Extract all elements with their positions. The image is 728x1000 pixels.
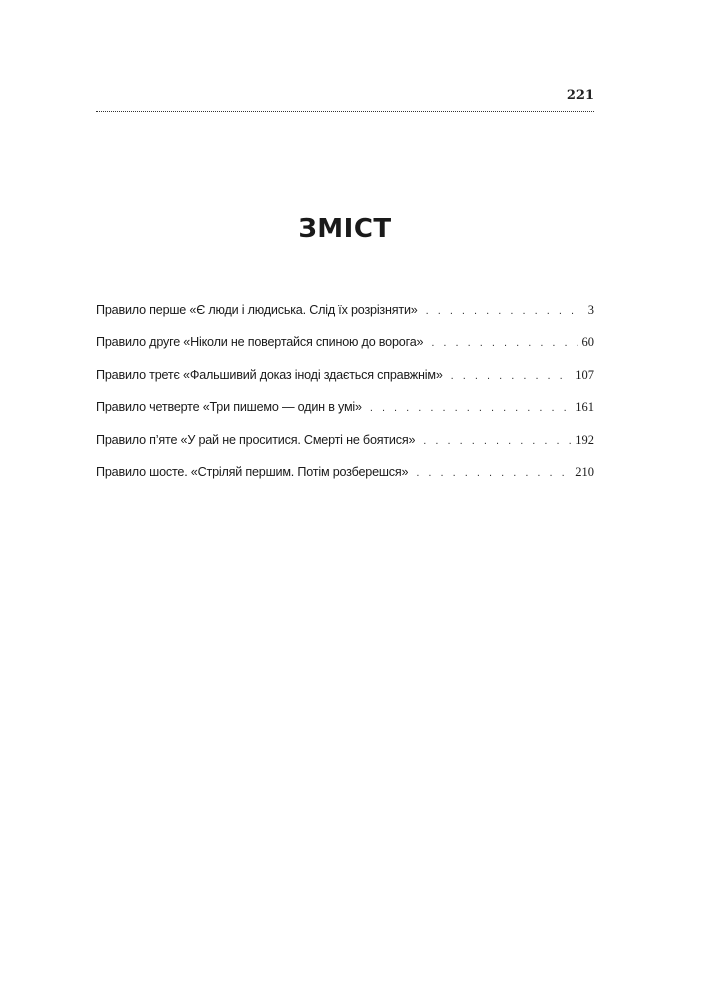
toc-entry-1[interactable] <box>96 303 594 335</box>
toc-entry-title: Правило шосте. «Стріляй першим. Потім розберешся» <box>96 464 409 479</box>
toc-entry-4[interactable] <box>96 400 594 432</box>
dot-leader <box>426 305 584 317</box>
toc-entry-title: Правило п’яте «У рай не проситися. Смерті не боятися» <box>96 432 416 447</box>
toc-entry-page: 161 <box>575 400 594 415</box>
toc-entry-page: 210 <box>575 464 594 479</box>
dot-leader <box>416 467 571 479</box>
dot-leader <box>431 337 577 349</box>
header-dotted-rule <box>96 111 594 112</box>
dot-leader <box>370 402 571 414</box>
toc-entry-5[interactable] <box>96 433 594 465</box>
toc-entry-3[interactable] <box>96 368 594 400</box>
table-of-contents <box>96 303 594 497</box>
toc-entry-page: 3 <box>587 303 594 317</box>
dot-leader <box>451 370 572 382</box>
toc-entry-page: 107 <box>575 367 594 382</box>
toc-entry-title: Правило третє «Фальшивий доказ іноді здається справжнім» <box>96 367 443 382</box>
toc-entry-page: 192 <box>575 432 594 447</box>
page-number: 221 <box>566 88 594 103</box>
toc-entry-title: Правило перше «Є люди і людиська. Слід їх розрізняти» <box>96 303 418 317</box>
toc-entry-title: Правило друге «Ніколи не повертайся спиною до ворога» <box>96 335 424 350</box>
toc-entry-page: 60 <box>581 335 594 350</box>
toc-entry-2[interactable] <box>96 335 594 367</box>
dot-leader <box>423 435 571 447</box>
toc-title: ЗМІСТ <box>298 214 392 244</box>
toc-entry-title: Правило четверте «Три пишемо — один в умі» <box>96 400 362 415</box>
toc-entry-6[interactable] <box>96 465 594 497</box>
